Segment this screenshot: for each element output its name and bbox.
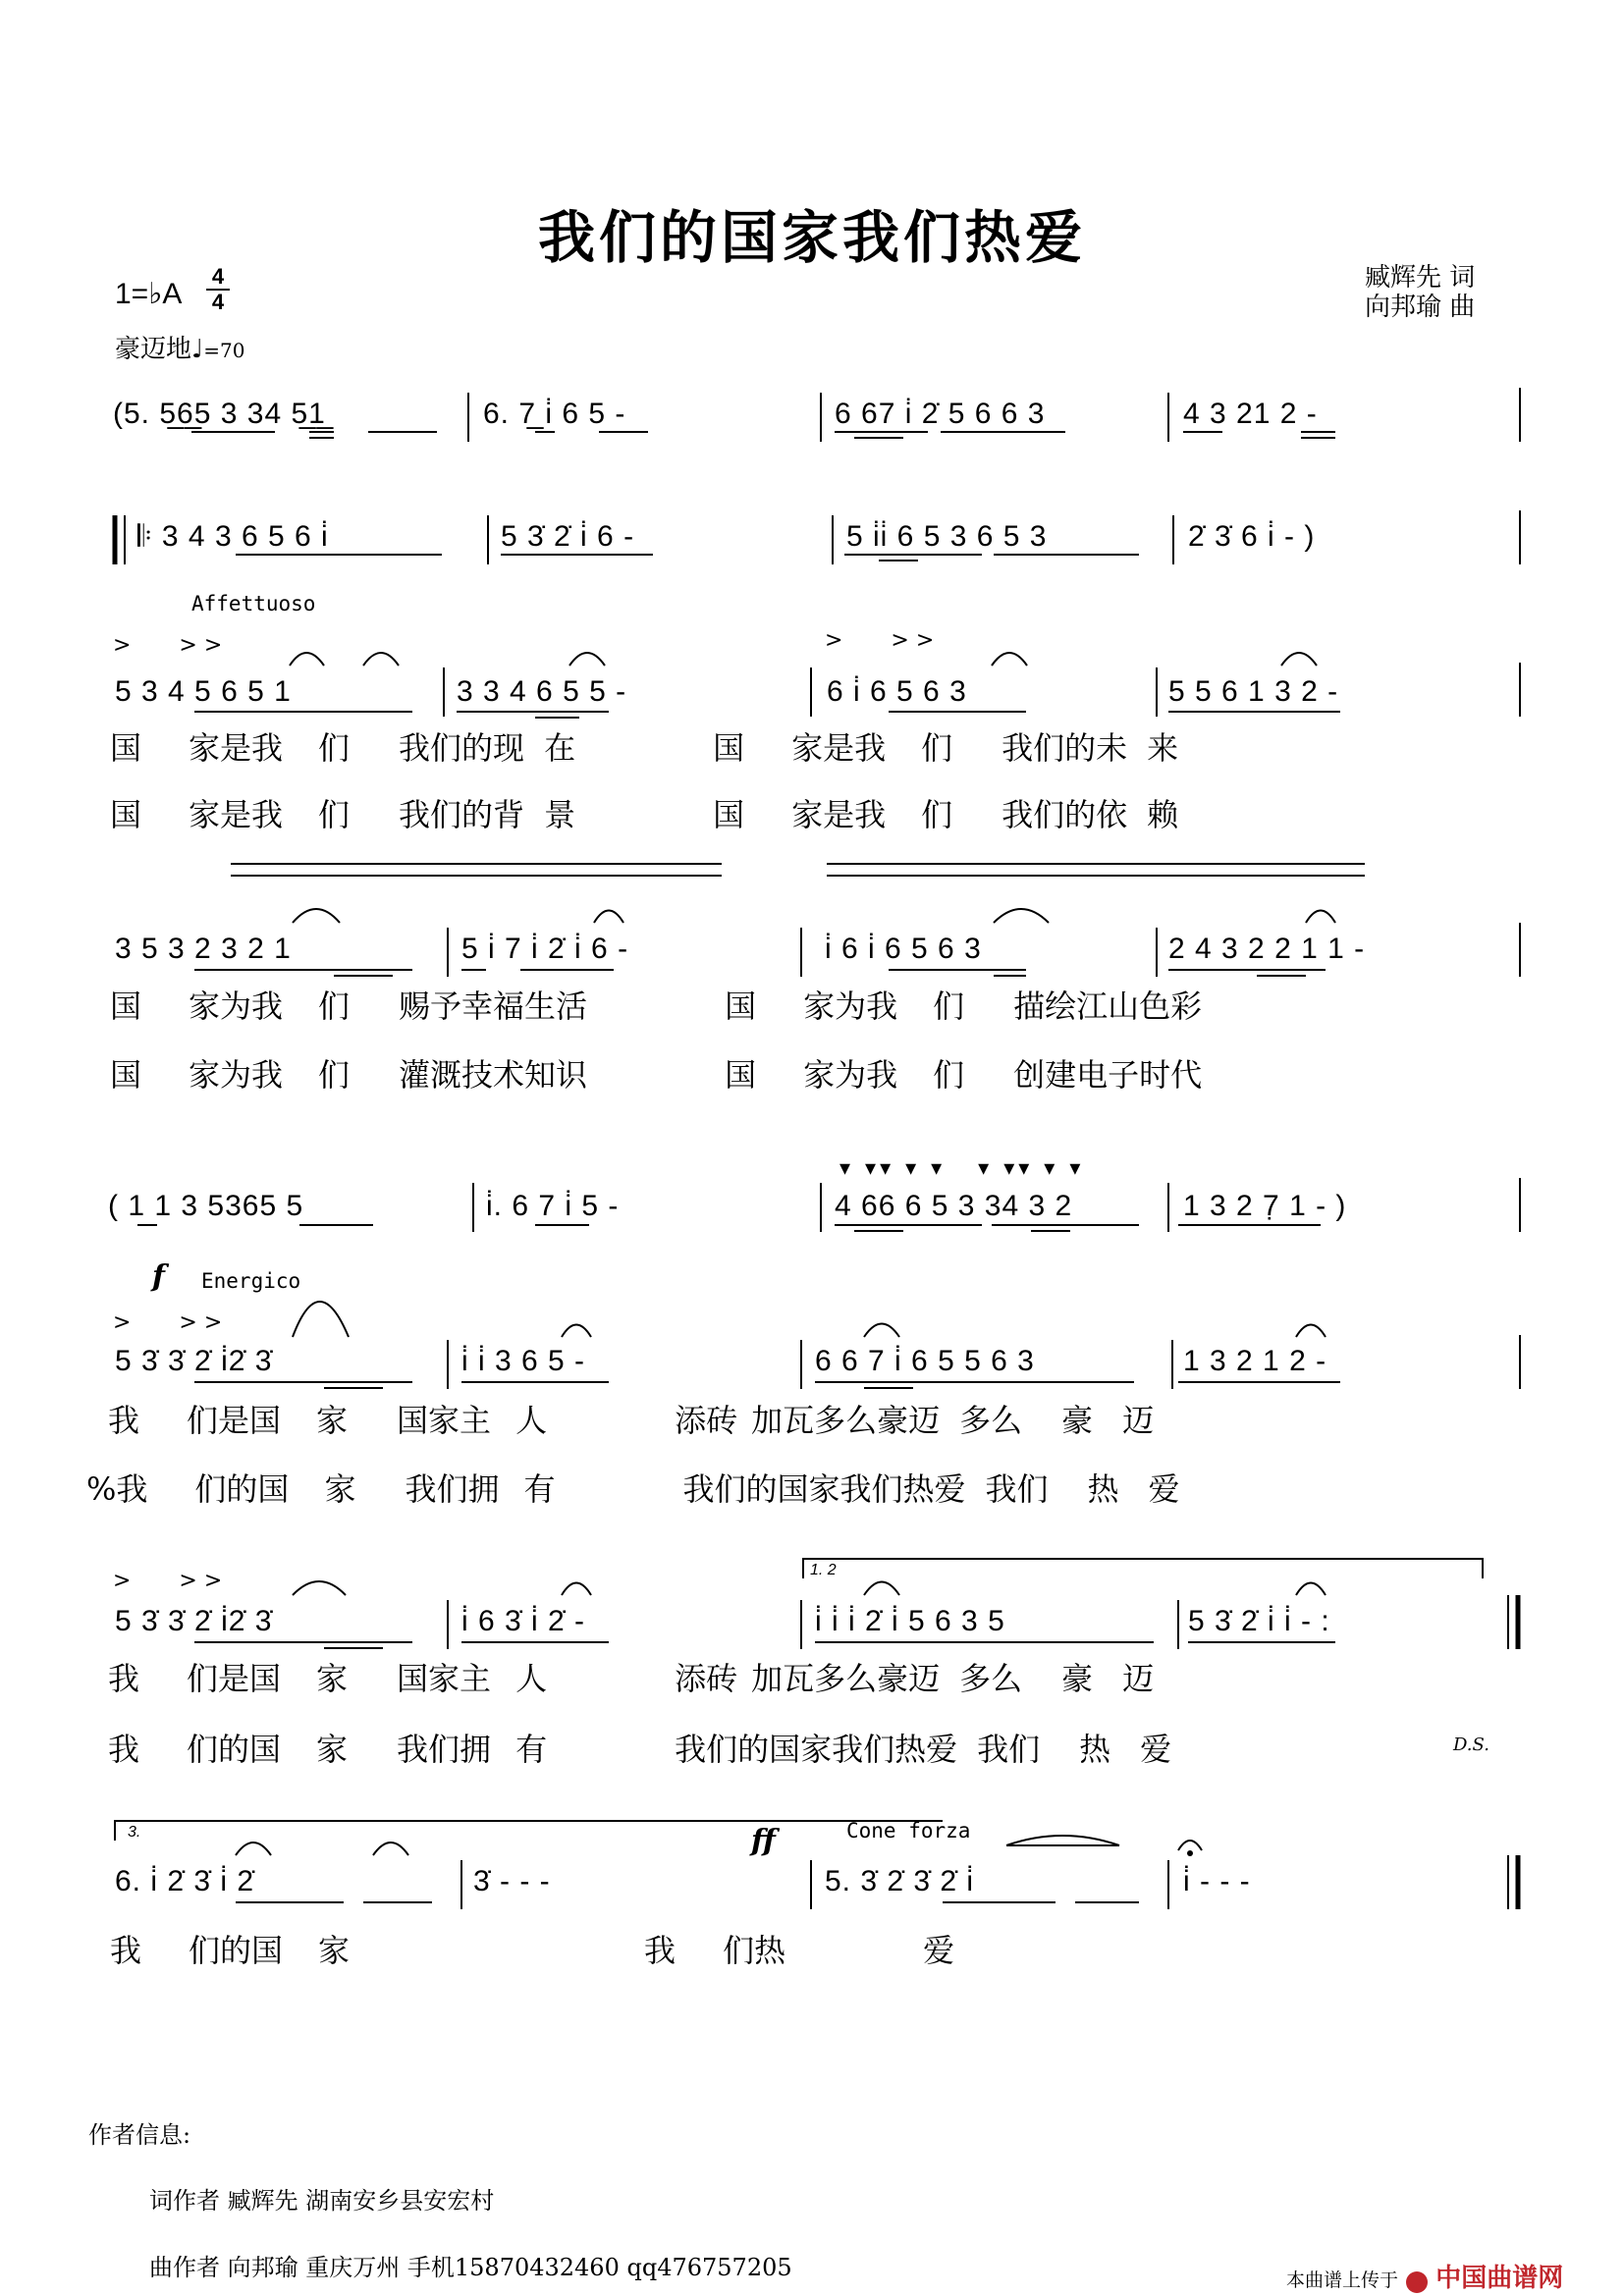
lyric: 多么 bbox=[959, 1660, 1023, 1697]
dal-segno-mark: D.S. bbox=[1453, 1735, 1489, 1755]
time-bottom: 4 bbox=[206, 289, 230, 314]
lyric: 我们 bbox=[977, 1731, 1041, 1768]
lyrics-row7-verse1 bbox=[108, 1654, 1154, 1699]
lyric: 们 bbox=[318, 1056, 351, 1094]
lyric: 国 bbox=[110, 1056, 142, 1094]
lyrics-row6-verse1 bbox=[108, 1396, 1154, 1441]
row4-measure4: 2 4 3 2 2 1 1 - bbox=[1168, 933, 1366, 965]
site-watermark bbox=[1286, 2258, 1563, 2294]
row4-measure3: i̇ 6 i̇ 6 5 6 3 bbox=[825, 933, 982, 965]
lyric: 我 bbox=[644, 1932, 677, 1969]
row1-measure3: 6 67 i̇ 2̇ 5 6 6 3 bbox=[835, 398, 1046, 430]
upload-label: 本曲谱上传于 bbox=[1286, 2269, 1399, 2291]
volta-1-2: 1. 2 bbox=[810, 1562, 837, 1578]
volta-3: 3. bbox=[128, 1824, 141, 1841]
quarter-note-icon: ♩ bbox=[191, 335, 204, 364]
lyrics-row6-verse2 bbox=[86, 1465, 1180, 1510]
accent-marks-row6: > > > bbox=[113, 1310, 223, 1335]
lyric: 赐予幸福生活 bbox=[399, 988, 588, 1025]
lyric: 家是我 bbox=[189, 729, 284, 767]
site-logo-icon bbox=[1406, 2271, 1428, 2293]
composer-credit: 向邦瑜 曲 bbox=[1365, 293, 1476, 322]
row3-measure1: 5 3 4 5 6 5 1 bbox=[115, 675, 292, 708]
row7-measure2: i̇ 6 3̇ i̇ 2̇ - bbox=[461, 1605, 586, 1637]
lyric: 们热 bbox=[723, 1932, 786, 1969]
lyric: 国 bbox=[110, 729, 142, 767]
row3-measure3: 6 i̇ 6 5 6 3 bbox=[827, 675, 967, 708]
lyric: 家为我 bbox=[189, 988, 284, 1025]
row1-measure2: 6. 7̲ i̇ 6 5 - bbox=[483, 398, 626, 430]
row3-measure2: 3 3 4 6 5 5 - bbox=[457, 675, 627, 708]
row2-measure2: 5 3̇ 2̇ i̇ 6 - bbox=[501, 520, 635, 553]
composer-info: 曲作者 向邦瑜 重庆万州 手机15870432460 qq476757205 bbox=[149, 2254, 792, 2281]
accent-marks-row7: > > > bbox=[113, 1569, 223, 1593]
lyric: 赖 bbox=[1147, 796, 1179, 833]
lyric: 热 bbox=[1087, 1470, 1119, 1508]
lyric: 我 bbox=[108, 1660, 140, 1697]
lyric: 描绘江山色彩 bbox=[1013, 988, 1203, 1025]
lyric: 爱 bbox=[1148, 1470, 1180, 1508]
song-title: 我们的国家我们热爱 bbox=[537, 204, 1086, 271]
lyric: 家为我 bbox=[803, 988, 898, 1025]
tempo-label: 豪迈地 bbox=[115, 335, 192, 364]
row6-measure1: 5 3̇ 3̇ 2̇ i̇2̇ 3̇ bbox=[115, 1345, 273, 1377]
tempo-value: =70 bbox=[203, 339, 245, 362]
lyric: 家 bbox=[324, 1470, 356, 1508]
row2-measure1: 𝄆 3 4 3 6 5 6 i̇ bbox=[137, 520, 329, 553]
lyrics-row3-verse1 bbox=[110, 723, 1178, 769]
lyric: 们 bbox=[318, 796, 351, 833]
lyric: 家 bbox=[316, 1731, 349, 1768]
lyric: 家是我 bbox=[791, 796, 887, 833]
site-name: 中国曲谱网 bbox=[1435, 2264, 1564, 2293]
accent-marks-row3b: > > > bbox=[825, 628, 935, 653]
lyric: 来 bbox=[1147, 729, 1179, 767]
lyric: 家 bbox=[316, 1660, 349, 1697]
lyric: 们 bbox=[921, 729, 953, 767]
lyric: 迈 bbox=[1122, 1402, 1155, 1439]
lyric: 在 bbox=[544, 729, 576, 767]
lyric: 们的国 bbox=[187, 1731, 282, 1768]
lyric: 国 bbox=[725, 1056, 757, 1094]
lyric: 灌溉技术知识 bbox=[399, 1056, 588, 1094]
row7-measure3: i̇ i̇ i̇ 2̇ i̇ 5 6 3 5 bbox=[815, 1605, 1005, 1637]
lyric: 多么 bbox=[959, 1402, 1023, 1439]
lyric: 国 bbox=[713, 796, 745, 833]
row1-measure4: 4 3 21 2 - bbox=[1183, 398, 1318, 430]
lyric: 我们的国家我们热爱 bbox=[682, 1470, 966, 1508]
row8-measure3: 5. 3̇ 2̇ 3̇ 2̇ i̇ bbox=[825, 1865, 975, 1897]
lyric: 有 bbox=[515, 1731, 548, 1768]
lyrics-row4-verse2 bbox=[110, 1050, 1202, 1095]
lyrics-row8 bbox=[110, 1926, 954, 1971]
row4-measure2: 5 i̇ 7 i̇ 2̇ i̇ 6 - bbox=[461, 933, 629, 965]
lyricist-credit: 臧辉先 词 bbox=[1365, 263, 1476, 293]
row6-measure2: i̇ i̇ 3 6 5 - bbox=[461, 1345, 586, 1377]
lyrics-row4-verse1 bbox=[110, 982, 1202, 1027]
row7-measure1: 5 3̇ 3̇ 2̇ i̇2̇ 3̇ bbox=[115, 1605, 273, 1637]
lyric: 国 bbox=[713, 729, 745, 767]
lyric: 创建电子时代 bbox=[1013, 1056, 1203, 1094]
lyric: 我们的未 bbox=[1001, 729, 1128, 767]
lyric: 我们的依 bbox=[1001, 796, 1128, 833]
fortissimo-mark: ff bbox=[751, 1824, 776, 1858]
lyric: 我们拥 bbox=[405, 1470, 500, 1508]
lyric: 家是我 bbox=[791, 729, 887, 767]
lyric: 家为我 bbox=[189, 1056, 284, 1094]
row1-measure1: (5. 5̲6̲5 3 34 5̲1̲ bbox=[113, 398, 326, 430]
tempo-marking bbox=[115, 329, 245, 365]
lyric: 我们的背 bbox=[399, 796, 525, 833]
lyric: 家为我 bbox=[803, 1056, 898, 1094]
key-signature: 1=♭A bbox=[115, 278, 183, 310]
lyric: 加瓦多么豪迈 bbox=[751, 1660, 941, 1697]
lyric: 人 bbox=[515, 1402, 548, 1439]
lyric: 人 bbox=[515, 1660, 548, 1697]
lyric: 有 bbox=[523, 1470, 556, 1508]
lyric: 国 bbox=[725, 988, 757, 1025]
lyric: 豪 bbox=[1061, 1660, 1094, 1697]
lyric: 爱 bbox=[923, 1932, 955, 1969]
forte-mark: f bbox=[152, 1259, 165, 1294]
lyric: 们 bbox=[933, 1056, 965, 1094]
lyric: 添砖 bbox=[675, 1402, 738, 1439]
lyricist-info: 词作者 臧辉先 湖南安乡县安宏村 bbox=[149, 2187, 495, 2215]
row8-measure1: 6. i̇ 2̇ 3̇ i̇ 2̇ bbox=[115, 1865, 255, 1897]
lyric: 我 bbox=[110, 1932, 142, 1969]
lyric: 国家主 bbox=[397, 1402, 492, 1439]
author-info-heading: 作者信息: bbox=[88, 2121, 191, 2149]
row7-measure4: 5 3̇ 2̇ i̇ i̇ - : bbox=[1188, 1605, 1330, 1637]
row3-measure4: 5 5 6 1 3 2 - bbox=[1168, 675, 1339, 708]
lyric: 国 bbox=[110, 988, 142, 1025]
lyric: 热 bbox=[1079, 1731, 1111, 1768]
lyric: 我们的现 bbox=[399, 729, 525, 767]
row5-measure1: ( 1 1 3 5365 5 bbox=[108, 1190, 304, 1222]
lyric: 我们拥 bbox=[397, 1731, 492, 1768]
row2-measure4: 2̇ 3̇ 6 i̇ - ) bbox=[1188, 520, 1316, 553]
row4-measure1: 3 5 3 2 3 2 1 bbox=[115, 933, 292, 965]
row2-measure3: 5 i̇i̇ 6 5 3 6 5 3 bbox=[846, 520, 1048, 553]
lyric: 迈 bbox=[1122, 1660, 1155, 1697]
lyric: 我 bbox=[108, 1402, 140, 1439]
lyric: 们的国 bbox=[189, 1932, 284, 1969]
lyric: 家 bbox=[316, 1402, 349, 1439]
lyric: 景 bbox=[544, 796, 576, 833]
cone-forza-mark: Cone forza bbox=[846, 1819, 971, 1842]
lyric: 我们 bbox=[985, 1470, 1049, 1508]
staccato-marks-row5: ▾ ▾▾ ▾ ▾ ▾ ▾▾ ▾ ▾ bbox=[839, 1156, 1085, 1181]
lyric: %我 bbox=[86, 1470, 148, 1508]
lyric: 加瓦多么豪迈 bbox=[751, 1402, 941, 1439]
lyric: 们的国 bbox=[194, 1470, 290, 1508]
lyric: 们是国 bbox=[187, 1402, 282, 1439]
lyric: 们 bbox=[318, 729, 351, 767]
lyric: 爱 bbox=[1140, 1731, 1172, 1768]
affettuoso-mark: Affettuoso bbox=[191, 592, 316, 615]
time-signature bbox=[206, 265, 230, 314]
row8-measure4: i̇ - - - bbox=[1183, 1865, 1251, 1897]
lyric: 国 bbox=[110, 796, 142, 833]
lyric: 们 bbox=[318, 988, 351, 1025]
row5-measure3: 4 66 6 5 3 34 3 2 bbox=[835, 1190, 1073, 1222]
lyric: 我 bbox=[108, 1731, 140, 1768]
row6-measure3: 6 6 7 i̇ 6 5 5 6 3 bbox=[815, 1345, 1035, 1377]
accent-marks-row3: > > > bbox=[113, 633, 223, 658]
lyric: 我们的国家我们热爱 bbox=[675, 1731, 958, 1768]
lyric: 们 bbox=[921, 796, 953, 833]
lyric: 家 bbox=[318, 1932, 351, 1969]
row5-measure4: 1 3 2 7̣ 1 - ) bbox=[1183, 1190, 1347, 1222]
lyric: 家是我 bbox=[189, 796, 284, 833]
lyric: 国家主 bbox=[397, 1660, 492, 1697]
time-top: 4 bbox=[211, 264, 225, 289]
row6-measure4: 1 3 2 1 2 - bbox=[1183, 1345, 1327, 1377]
lyric: 添砖 bbox=[675, 1660, 738, 1697]
lyric: 们 bbox=[933, 988, 965, 1025]
lyric: 豪 bbox=[1061, 1402, 1094, 1439]
lyric: 们是国 bbox=[187, 1660, 282, 1697]
lyrics-row3-verse2 bbox=[110, 790, 1178, 835]
row5-measure2: i̇. 6 7 i̇ 5 - bbox=[486, 1190, 620, 1222]
energico-mark: Energico bbox=[201, 1269, 301, 1293]
lyrics-row7-verse2 bbox=[108, 1725, 1171, 1770]
row8-measure2: 3̇ - - - bbox=[473, 1865, 551, 1897]
